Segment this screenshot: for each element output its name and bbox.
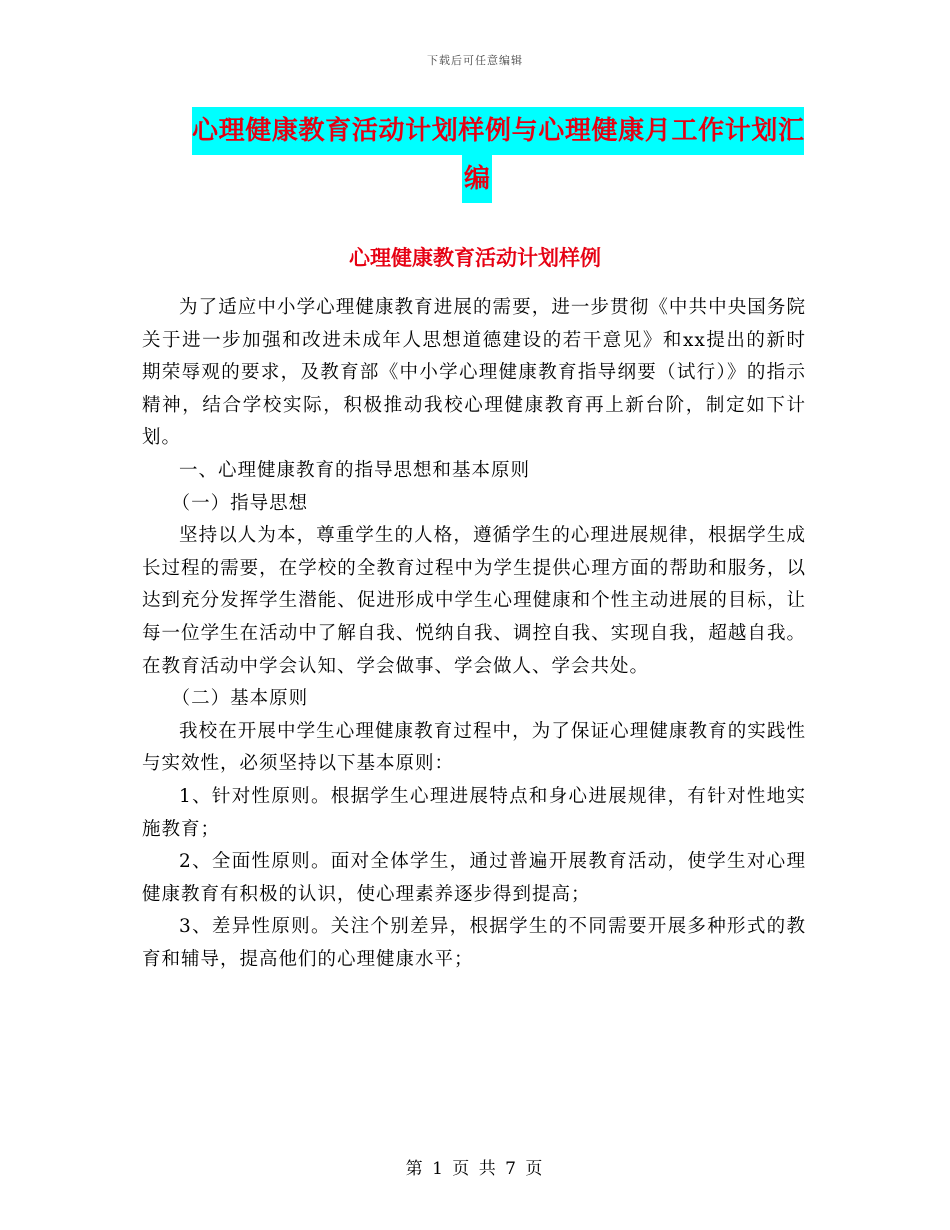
- section-title: 心理健康教育活动计划样例: [349, 246, 601, 270]
- list-item-principle-1: 1、针对性原则。根据学生心理进展特点和身心进展规律，有针对性地实施教育；: [142, 785, 806, 840]
- document-title-line2: 编: [462, 155, 492, 203]
- document-body: [142, 292, 806, 976]
- page-number: 第 1 页 共 7 页: [405, 1159, 545, 1179]
- document-title-line1: 心理健康教育活动计划样例与心理健康月工作计划汇: [192, 107, 804, 155]
- subheading-guiding-thought: （一）指导思想: [171, 492, 309, 514]
- paragraph-intro: 为了适应中小学心理健康教育进展的需要，进一步贯彻《中共中央国务院关于进一步加强和改进未成年人思想道德建设的若干意见》和xx提出的新时期荣辱观的要求，及教育部《中小学心理健康教育指导纲要（试行）》的指示精神，结合学校实际，积极推动我校心理健康教育再上新台阶，制定如下计划。: [142, 297, 806, 449]
- paragraph-guiding-thought: 坚持以人为本，尊重学生的人格，遵循学生的心理进展规律，根据学生成长过程的需要，在学校的全教育过程中为学生提供心理方面的帮助和服务，以达到充分发挥学生潜能、促进形成中学生心理健康和个性主动进展的目标，让每一位学生在活动中了解自我、悦纳自我、调控自我、实现自我，超越自我。在教育活动中学会认知、学会做事、学会做人、学会共处。: [142, 525, 806, 677]
- subheading-basic-principles: （二）基本原则: [171, 688, 309, 710]
- list-item-principle-2: 2、全面性原则。面对全体学生，通过普遍开展教育活动，使学生对心理健康教育有积极的认识，使心理素养逐步得到提高；: [142, 851, 806, 905]
- heading-guiding-principles: 一、心理健康教育的指导思想和基本原则: [179, 459, 531, 481]
- page-header: 下载后可任意编辑: [427, 54, 523, 67]
- list-item-principle-3: 3、差异性原则。关注个别差异，根据学生的不同需要开展多种形式的教育和辅导，提高他们的心理健康水平；: [142, 916, 806, 970]
- paragraph-basic-principles: 我校在开展中学生心理健康教育过程中，为了保证心理健康教育的实践性与实效性，必须坚持以下基本原则：: [142, 720, 806, 775]
